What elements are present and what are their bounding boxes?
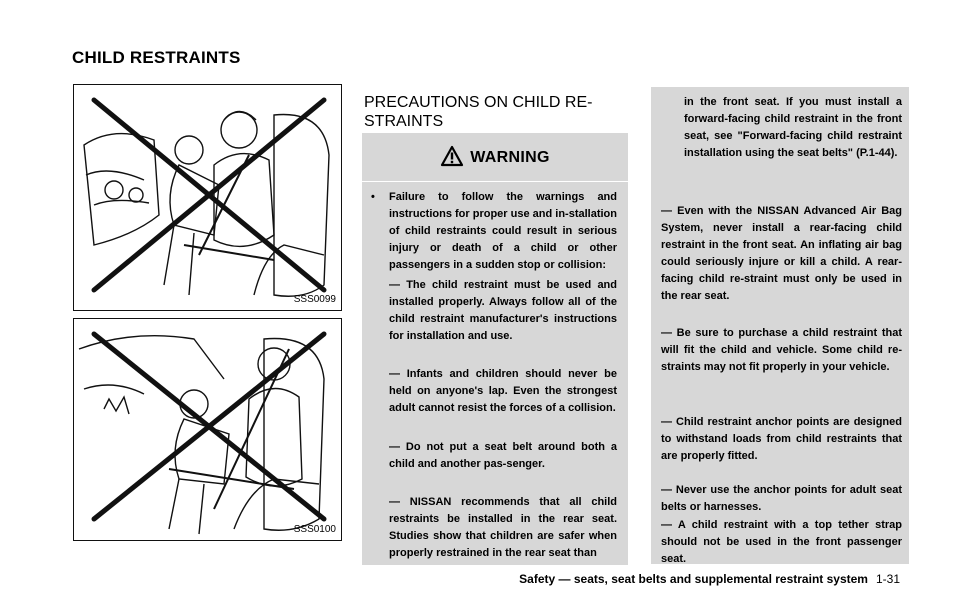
list-item: — NISSAN recommends that all child restraints be installed in the rear seat. Studies show that children are safer when properly restrained in the rear seat than (389, 496, 617, 559)
list-item: — Be sure to purchase a child restraint that will fit the child and vehicle. Some child re-straints may not fit properly in your vehicle. (661, 327, 902, 373)
divider (362, 181, 628, 182)
section-title: CHILD RESTRAINTS (72, 48, 241, 67)
continuation-text: in the front seat. If you must install a forward-facing child restraint in the front seat, see "Forward-facing child restraint installation using the seat belts" (P.1-44). (684, 96, 902, 159)
warning-panel-right (651, 87, 909, 564)
page-number: 1-31 (875, 572, 900, 586)
heading-line: STRAINTS (364, 113, 444, 130)
warning-label: WARNING (470, 149, 550, 166)
bullet-item (371, 189, 617, 274)
warning-header (362, 145, 628, 171)
figure-sss0099 (73, 84, 342, 311)
warning-panel-left (362, 133, 628, 565)
figure-sss0100 (73, 318, 342, 541)
subsection-heading (364, 93, 594, 131)
list-item: — A child restraint with a top tether strap should not be used in the front passenger seat. (661, 519, 902, 565)
list-item: — Even with the NISSAN Advanced Air Bag System, never install a rear-facing child restraint in the front seat. An inflating air bag could seriously injure or kill a child. A rear-facing child re-straint must only be used in the rear seat. (661, 205, 902, 302)
figure-label: SSS0099 (293, 294, 336, 305)
list-item: — Infants and children should never be held on anyone's lap. Even the strongest adult cannot resist the forces of a collision. (389, 368, 617, 414)
warning-triangle-icon (440, 145, 464, 172)
bullet-symbol: • (371, 191, 375, 203)
child-on-lap-illustration (74, 85, 341, 310)
list-item: — Do not put a seat belt around both a child and another pas-senger. (389, 441, 617, 470)
list-item: — Child restraint anchor points are designed to withstand loads from child restraints that are properly fitted. (661, 416, 902, 462)
footer-text: Safety — seats, seat belts and supplemental restraint system (519, 572, 868, 586)
page-footer (519, 572, 900, 586)
bullet-text: Failure to follow the warnings and instructions for proper use and in-stallation of child restraints could result in serious injury or death of a child or other passengers in a sudden stop or collision: (389, 191, 617, 271)
figure-label: SSS0100 (293, 524, 336, 535)
heading-line: PRECAUTIONS ON CHILD RE- (364, 94, 593, 111)
list-item: — Never use the anchor points for adult seat belts or harnesses. (661, 484, 902, 513)
shared-seat-belt-illustration (74, 319, 341, 540)
list-item: — The child restraint must be used and installed properly. Always follow all of the child restraint manufacturer's instructions for installation and use. (389, 279, 617, 342)
